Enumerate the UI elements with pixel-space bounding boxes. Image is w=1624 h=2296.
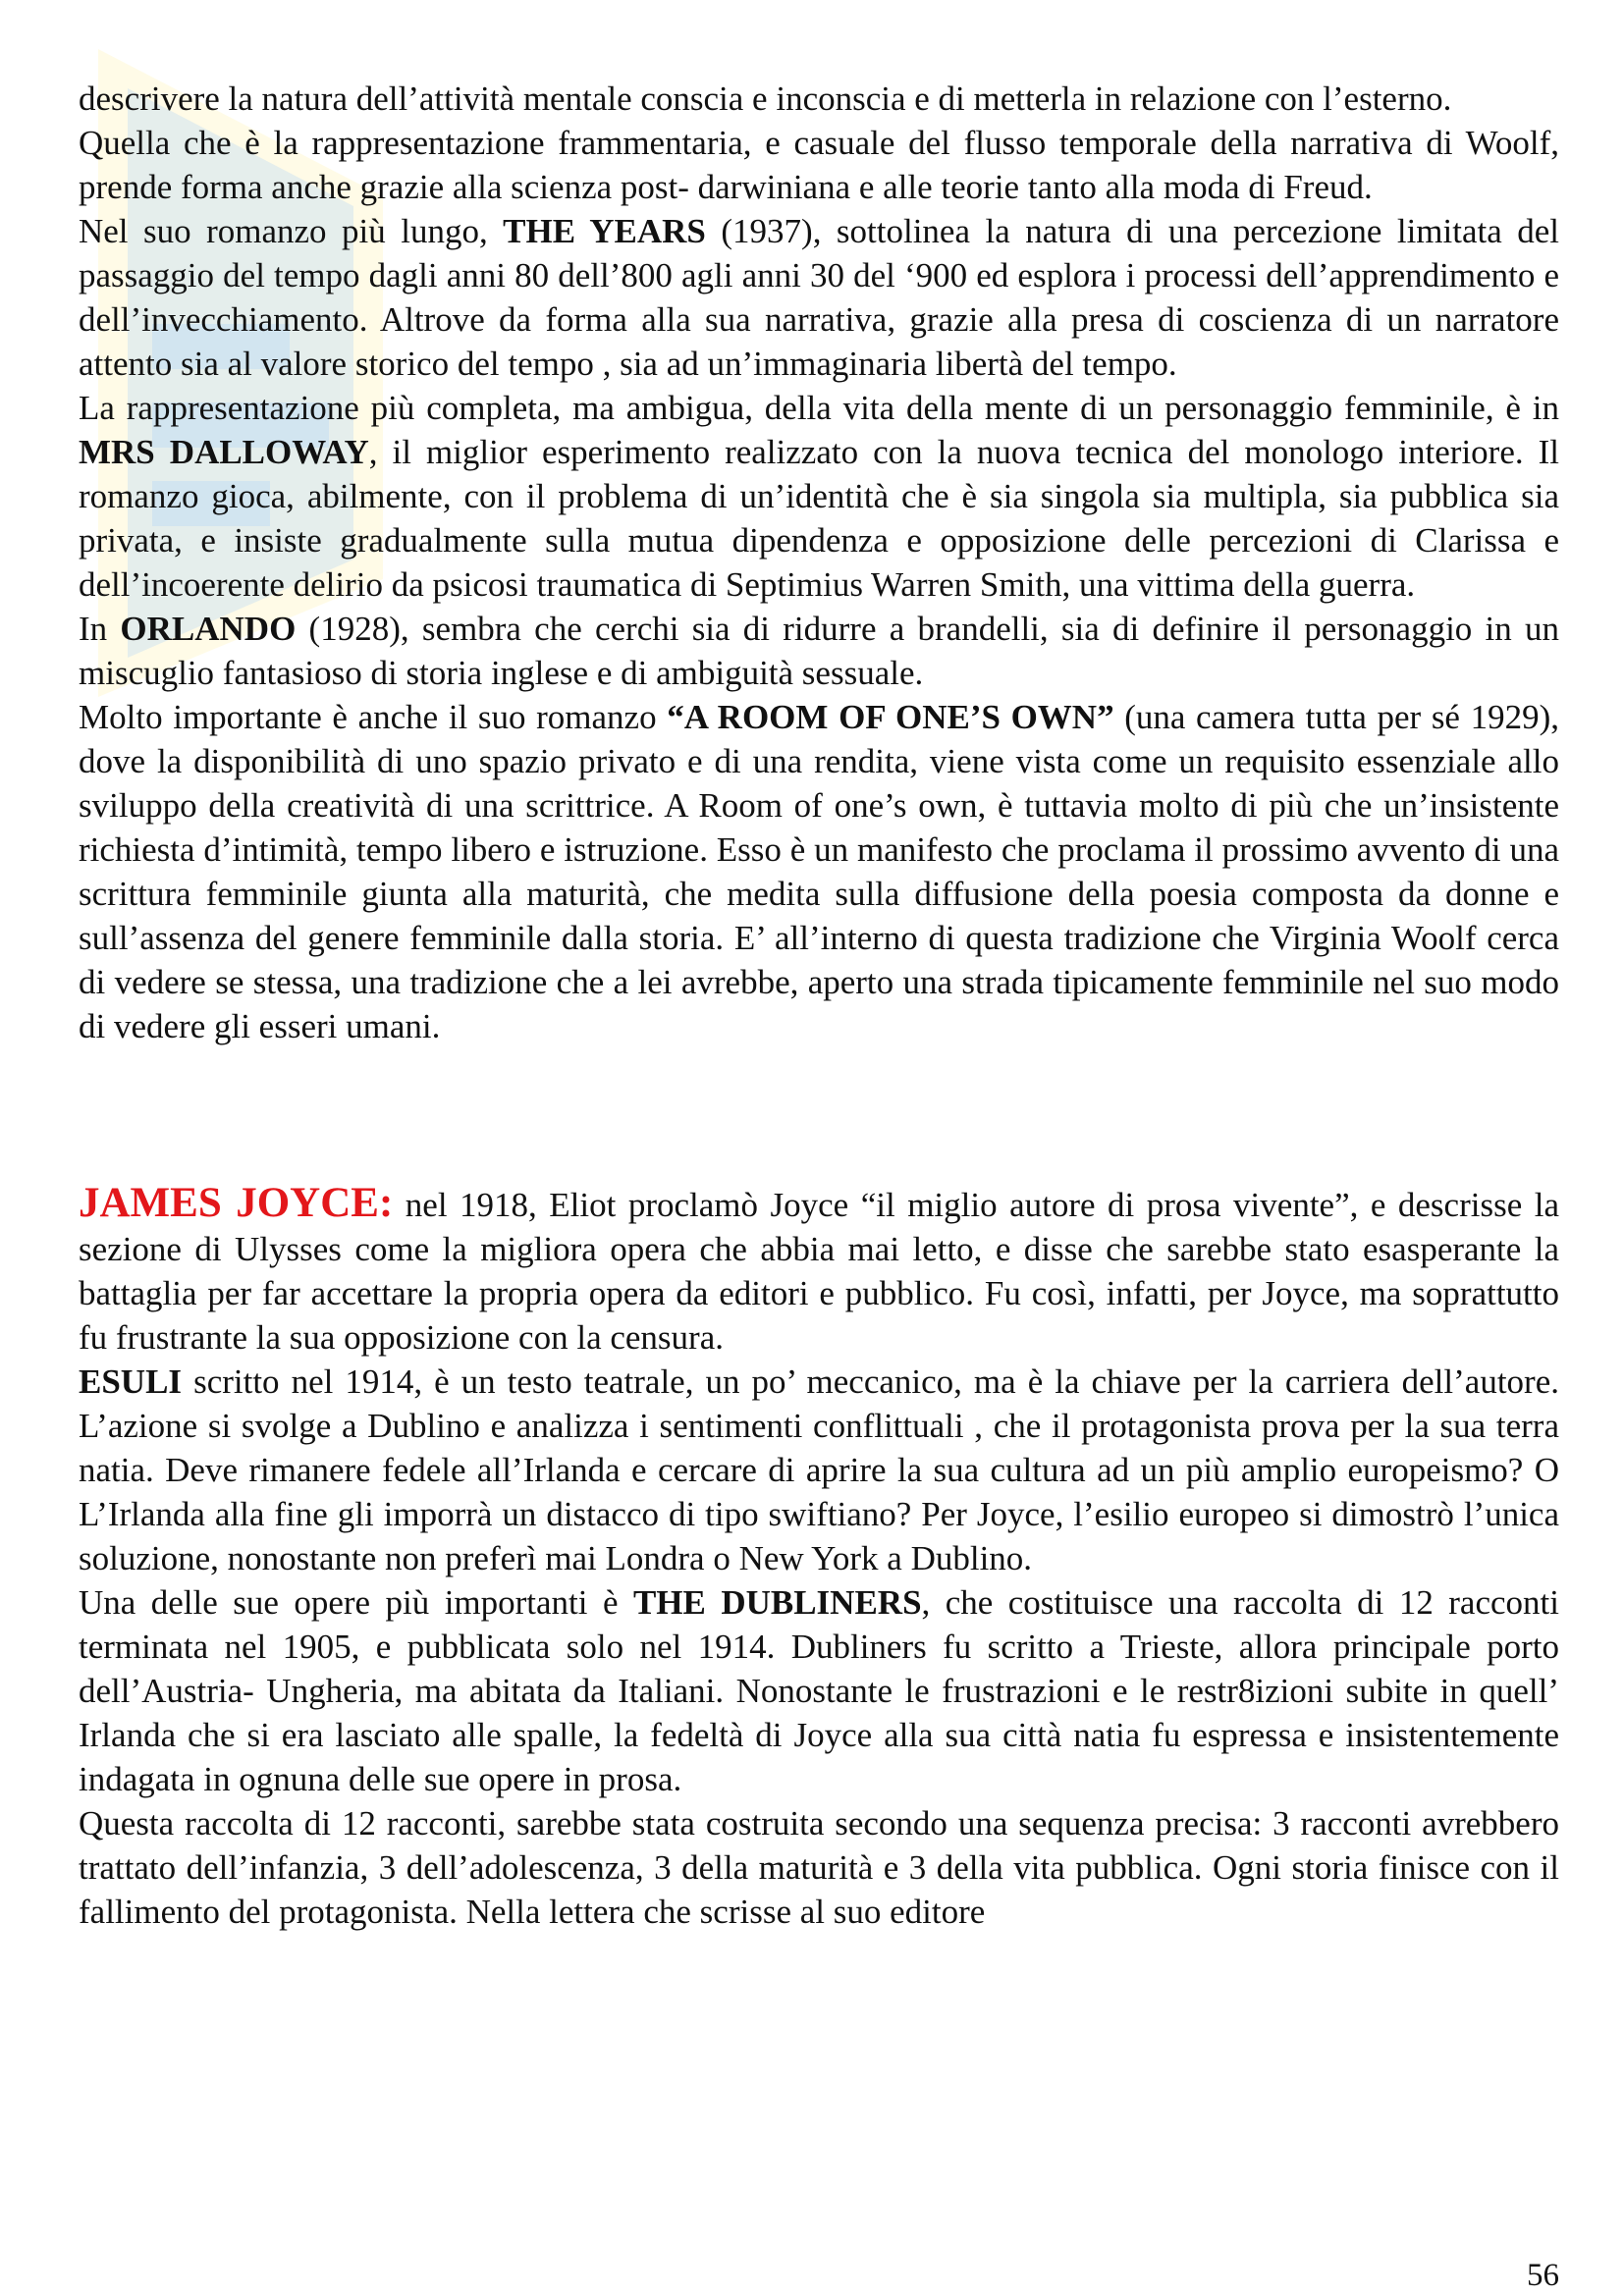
paragraph-james-joyce: [79, 1181, 1559, 1360]
section-gap: [79, 1048, 1559, 1181]
paragraph-text: , il miglior esperimento realizzato con la nuova tecnica del monologo interiore. Il romanzo gioca, abilmente, con il problema di un’identità che è sia singola sia multipla, sia pubblica sia privata, e insiste gradualmente sulla mutua dipendenza e opposizione delle percezioni di Clarissa e dell’incoerente delirio da psicosi traumatica di Septimius Warren Smith, una vittima della guerra.: [79, 433, 1559, 604]
book-title-the-years: THE YEARS: [503, 212, 706, 250]
paragraph-the-years: [79, 209, 1559, 386]
document-body: [79, 77, 1559, 1934]
book-title-the-dubliners: THE DUBLINERS: [632, 1583, 922, 1622]
paragraph-text: (1937), sottolinea la natura di una percezione limitata del passaggio del tempo dagli anni 80 dell’800 agli anni 30 del ‘900 ed esplora i processi dell’apprendimento e dell’invecchiamento. Altrove da forma alla sua narrativa, grazie alla presa di coscienza di un narratore attento sia al valore storico del tempo , sia ad un’immaginaria libertà del tempo.: [79, 212, 1559, 383]
paragraph-text: descrivere la natura dell’attività mentale conscia e inconscia e di metterla in relazione con l’esterno.: [79, 80, 1452, 118]
paragraph-text: nel 1918, Eliot proclamò Joyce “il miglio autore di prosa vivente”, e descrisse la sezione di Ulysses come la migliora opera che abbia mai letto, e disse che sarebbe stato esasperante la battaglia per far accettare la propria opera da editori e pubblico. Fu così, infatti, per Joyce, ma soprattutto fu frustrante la sua opposizione con la censura.: [79, 1186, 1559, 1357]
paragraph-text: Nel suo romanzo più lungo,: [79, 212, 504, 250]
paragraph-text: Questa raccolta di 12 racconti, sarebbe stata costruita secondo una sequenza precisa: 3 racconti avrebbero trattato dell’infanzia, 3 dell’adolescenza, 3 della maturità e 3 della vita pubblica. Ogni storia finisce con il fallimento del protagonista. Nella lettera che scrisse al suo editore: [79, 1804, 1559, 1931]
book-title-a-room-of-ones-own: “A ROOM OF ONE’S OWN”: [667, 698, 1114, 736]
book-title-orlando: ORLANDO: [120, 610, 297, 648]
paragraph-the-dubliners: [79, 1580, 1559, 1801]
page-number: 56: [1527, 2258, 1559, 2293]
book-title-esuli: ESULI: [79, 1362, 183, 1401]
paragraph-orlando: [79, 607, 1559, 695]
paragraph-text: Molto importante è anche il suo romanzo: [79, 698, 668, 736]
paragraph-text: Quella che è la rappresentazione frammentaria, e casuale del flusso temporale della narrativa di Woolf, prende forma anche grazie alla scienza post- darwiniana e alle teorie tanto alla moda di Freud.: [79, 124, 1559, 206]
paragraph-intro: [79, 77, 1559, 121]
section-heading-james-joyce: JAMES JOYCE:: [79, 1180, 394, 1226]
paragraph-text: Una delle sue opere più importanti è: [79, 1583, 633, 1622]
book-title-mrs-dalloway: MRS DALLOWAY: [79, 433, 369, 471]
paragraph-text: (1928), sembra che cerchi sia di ridurre a brandelli, sia di definire il personaggio in un miscuglio fantasioso di storia inglese e di ambiguità sessuale.: [79, 610, 1560, 692]
paragraph-a-room-of-ones-own: [79, 695, 1559, 1048]
paragraph-esuli: [79, 1360, 1559, 1580]
paragraph-text: , che costituisce una raccolta di 12 racconti terminata nel 1905, e pubblicata solo nel 1914. Dubliners fu scritto a Trieste, allora principale porto dell’Austria- Ungheria, ma abitata da Italiani. Nonostante le frustrazioni e le restr8izioni subite in quell’ Irlanda che si era lasciato alle spalle, la fedeltà di Joyce alla sua città natia fu espressa e insistentemente indagata in ognuna delle sue opere in prosa.: [79, 1583, 1559, 1798]
paragraph-mrs-dalloway: [79, 386, 1559, 607]
paragraph-text: (una camera tutta per sé 1929), dove la disponibilità di uno spazio privato e di una rendita, viene vista come un requisito essenziale allo sviluppo della creatività di una scrittrice. A Room of one’s own, è tuttavia molto di più che un’insistente richiesta d’intimità, tempo libero e istruzione. Esso è un manifesto che proclama il prossimo avvento di una scrittura femminile giunta alla maturità, che medita sulla diffusione della poesia composta da donne e sull’assenza del genere femminile dalla storia. E’ all’interno di questa tradizione che Virginia Woolf cerca di vedere se stessa, una tradizione che a lei avrebbe, aperto una strada tipicamente femminile nel suo modo di vedere gli esseri umani.: [79, 698, 1559, 1045]
paragraph-woolf-freud: [79, 121, 1559, 209]
paragraph-text: La rappresentazione più completa, ma ambigua, della vita della mente di un personaggio femminile, è in: [79, 389, 1559, 427]
paragraph-text: In: [79, 610, 121, 648]
paragraph-text: scritto nel 1914, è un testo teatrale, un po’ meccanico, ma è la chiave per la carriera dell’autore. L’azione si svolge a Dublino e analizza i sentimenti conflittuali , che il protagonista prova per la sua terra natia. Deve rimanere fedele all’Irlanda e cercare di aprire la sua cultura ad un più amplio europeismo? O L’Irlanda alla fine gli imporrà un distacco di tipo swiftiano? Per Joyce, l’esilio europeo si dimostrò l’unica soluzione, nonostante non preferì mai Londra o New York a Dublino.: [79, 1362, 1559, 1577]
paragraph-racconti: [79, 1801, 1559, 1934]
